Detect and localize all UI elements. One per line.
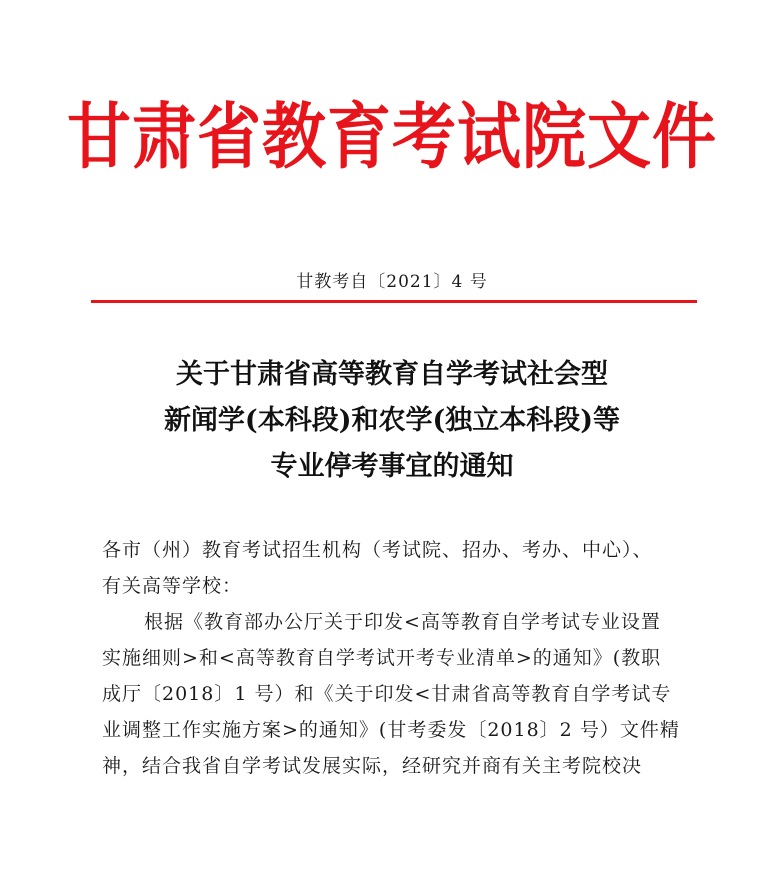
- notice-title-line-1: 关于甘肃省高等教育自学考试社会型: [176, 359, 608, 390]
- notice-body: [102, 532, 692, 784]
- issuer-header-title: 甘肃省教育考试院文件: [67, 95, 717, 180]
- addressee-line-2: 有关高等学校：: [102, 575, 243, 597]
- notice-title-line-2: 新闻学(本科段)和农学(独立本科段)等: [163, 405, 621, 436]
- body-paragraph-line: 实施细则>和<高等教育自学考试开考专业清单>的通知》(教职: [102, 647, 662, 669]
- addressee-line-1: 各市（州）教育考试招生机构（考试院、招办、考办、中心）、: [102, 539, 653, 561]
- body-paragraph-line: 神，结合我省自学考试发展实际，经研究并商有关主考院校决: [102, 755, 643, 777]
- document-number: 甘教考自〔2021〕4 号: [296, 272, 488, 292]
- red-divider-line: [91, 300, 697, 303]
- body-paragraph-line: 根据《教育部办公厅关于印发<高等教育自学考试专业设置: [144, 611, 661, 633]
- notice-title: [0, 352, 784, 490]
- body-paragraph-line: 业调整工作实施方案>的通知》(甘考委发〔2018〕2 号）文件精: [102, 719, 680, 741]
- notice-title-line-3: 专业停考事宜的通知: [270, 451, 514, 482]
- body-paragraph-line: 成厅〔2018〕1 号）和《关于印发<甘肃省高等教育自学考试专: [102, 683, 672, 705]
